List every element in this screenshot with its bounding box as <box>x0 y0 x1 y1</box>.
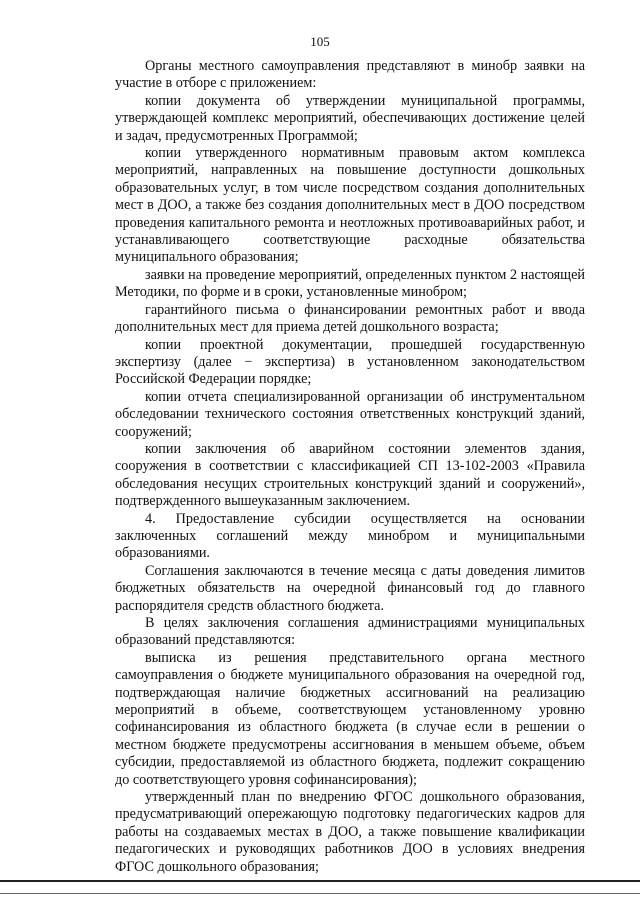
document-body <box>115 58 585 876</box>
bottom-rule <box>0 880 640 882</box>
paragraph-emergency-conclusion: копии заключения об аварийном состоянии элементов здания, сооружения в соответствии с классификацией СП 13-102-2003 «Правила обследования несущих строительных конструкций зданий и сооружений», подтвержденного вышеуказанным заключением. <box>115 440 585 510</box>
paragraph-guarantee-letter: гарантийного письма о финансировании ремонтных работ и ввода дополнительных мест для приема детей дошкольного возраста; <box>115 301 585 336</box>
paragraph-inspection-report: копии отчета специализированной организации об инструментальном обследовании технического состояния ответственных конструкций зданий, сооружений; <box>115 388 585 440</box>
bottom-rule-thin <box>0 893 640 894</box>
paragraph-agreements-term: Соглашения заключаются в течение месяца с даты доведения лимитов бюджетных обязательств на очередной финансовый год до главного распорядителя средств областного бюджета. <box>115 562 585 614</box>
paragraph-program-copy: копии документа об утверждении муниципальной программы, утверждающей комплекс мероприятий, обеспечивающих достижение целей и задач, предусмотренных Программой; <box>115 92 585 144</box>
paragraph-agreement-documents: В целях заключения соглашения администрациями муниципальных образований представляются: <box>115 615 585 649</box>
paragraph-section-4: 4. Предоставление субсидии осуществляется на основании заключенных соглашений между минобром и муниципальными образованиями. <box>115 510 585 562</box>
paragraph-measures-copy: копии утвержденного нормативным правовым актом комплекса мероприятий, направленных на повышение доступности дошкольных образовательных услуг, в том числе посредством создания дополнительных мест в ДОО, а также без создания дополнительных мест в ДОО посредством проведения капитального ремонта и неотложных противоаварийных работ, и устанавливающего соответствующие расходные обязательства муниципального образования; <box>115 145 585 266</box>
paragraph-submission-intro: Органы местного самоуправления представляют в минобр заявки на участие в отборе с приложением: <box>115 58 585 92</box>
paragraph-project-documentation: копии проектной документации, прошедшей государственную экспертизу (далее − экспертиза) в установленном законодательством Российской Федерации порядке; <box>115 336 585 388</box>
paragraph-budget-extract: выписка из решения представительного органа местного самоуправления о бюджете муниципального образования на очередной год, подтверждающая наличие бюджетных ассигнований на реализацию мероприятий в объеме, соответствующем установленному уровню софинансирования из областного бюджета (в случае если в решении о местном бюджете предусмотрены ассигнования в меньшем объеме, объем субсидии, предоставляемой из областного бюджета, подлежит сокращению до соответствующего уровня софинансирования); <box>115 649 585 788</box>
page-number: 105 <box>310 34 330 49</box>
paragraph-event-applications: заявки на проведение мероприятий, определенных пунктом 2 настоящей Методики, по форме и в сроки, установленные минобром; <box>115 266 585 301</box>
paragraph-fgos-plan: утвержденный план по внедрению ФГОС дошкольного образования, предусматривающий опережающую подготовку педагогических кадров для работы на создаваемых местах в ДОО, а также повышение квалификации педагогических и руководящих работников ДОО в условиях внедрения ФГОС дошкольного образования; <box>115 789 585 875</box>
